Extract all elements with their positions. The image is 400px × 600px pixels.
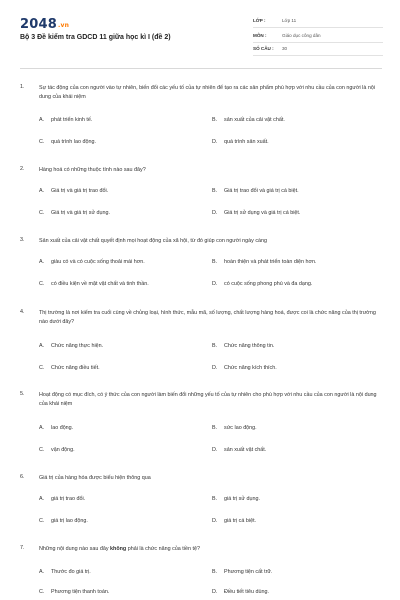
question-number: 7. [20, 545, 25, 551]
option-letter: A. [39, 343, 45, 349]
question-5 [20, 391, 382, 461]
option-text: Thước đo giá trị. [51, 569, 91, 575]
option-text: quá trình lao động. [51, 139, 96, 145]
option-letter: B. [212, 188, 218, 194]
option-letter: C. [39, 589, 45, 595]
question-text-part: phải là chức năng của tiền tệ? [126, 546, 200, 552]
info-value: 30 [282, 46, 288, 51]
option-letter: A. [39, 569, 45, 575]
option-text: có cuộc sống phong phú và đa dạng. [224, 281, 313, 287]
option-letter: B. [212, 343, 218, 349]
option-letter: B. [212, 496, 218, 502]
info-row-subject [253, 30, 383, 43]
option-letter: C. [39, 365, 45, 371]
option-text: Điều tiết tiêu dùng. [224, 589, 269, 595]
option-text: giá trị trao đổi. [51, 496, 86, 502]
option-text: Giá trị và giá trị trao đổi. [51, 188, 109, 194]
option-letter: D. [212, 281, 218, 287]
option-letter: A. [39, 259, 45, 265]
option-text: có điều kiện về mặt vật chất và tinh thần. [51, 281, 149, 287]
question-text: Hàng hoá có những thuộc tính nào sau đây? [39, 167, 146, 173]
question-7 [20, 545, 382, 600]
question-number: 3. [20, 237, 25, 243]
info-label: SỐ CÂU : [253, 46, 274, 51]
option-letter: D. [212, 589, 218, 595]
option-letter: B. [212, 259, 218, 265]
option-letter: C. [39, 518, 45, 524]
option-letter: A. [39, 425, 45, 431]
question-text: Sự tác động của con người vào tự nhiên, biến đổi các yếu tố của tự nhiên để tạo ra các sản phẩm phù hợp với nhu cầu của con người là nội dung của khái niệm [39, 85, 376, 100]
option-letter: B. [212, 425, 218, 431]
page-header [0, 0, 400, 62]
option-letter: D. [212, 365, 218, 371]
question-number: 5. [20, 391, 25, 397]
option-letter: C. [39, 447, 45, 453]
info-value: Lớp 11 [282, 18, 297, 23]
info-label: LỚP : [253, 18, 266, 23]
question-number: 6. [20, 474, 25, 480]
question-number: 1. [20, 84, 25, 90]
option-letter: D. [212, 210, 218, 216]
option-letter: C. [39, 139, 45, 145]
question-number: 2. [20, 166, 25, 172]
option-text: Chức năng điều tiết. [51, 365, 100, 371]
option-letter: A. [39, 188, 45, 194]
option-text: hoàn thiện và phát triển toàn diện hơn. [224, 259, 317, 265]
option-letter: A. [39, 496, 45, 502]
question-emphasis: không [110, 546, 127, 552]
option-letter: C. [39, 281, 45, 287]
info-row-class [253, 15, 383, 28]
option-text: Giá trị trao đổi và giá trị cá biệt. [224, 188, 299, 194]
option-text: lao động. [51, 425, 74, 431]
info-value: Giáo dục công dân [282, 33, 321, 38]
option-text: sản xuất của cải vật chất. [224, 117, 285, 123]
option-text: Phương tiện cất trữ. [224, 569, 273, 575]
question-number: 4. [20, 309, 25, 315]
question-2 [20, 166, 382, 226]
question-6 [20, 474, 382, 534]
option-letter: D. [212, 518, 218, 524]
option-text: giá trị lao động. [51, 518, 88, 524]
option-letter: D. [212, 447, 218, 453]
option-letter: B. [212, 117, 218, 123]
question-text: Sản xuất của cải vật chất quyết định mọi hoạt động của xã hội, từ đó giúp con người ngày càng [39, 238, 268, 244]
option-text: giàu có và có cuộc sống thoải mái hơn. [51, 259, 145, 265]
logo-text: 2048 [20, 17, 57, 32]
option-letter: B. [212, 569, 218, 575]
option-text: Chức năng thực hiện. [51, 343, 104, 349]
option-text: giá trị sử dụng. [224, 496, 260, 502]
document-title: Bộ 3 Đề kiểm tra GDCD 11 giữa học kì I (đề 2) [20, 34, 171, 41]
logo-suffix: .vn [57, 22, 70, 29]
question-4 [20, 309, 382, 379]
option-text: sản xuất vật chất. [224, 447, 267, 453]
option-text: giá trị cá biệt. [224, 518, 257, 524]
question-text [39, 545, 379, 554]
option-letter: D. [212, 139, 218, 145]
option-text: sức lao động. [224, 425, 257, 431]
question-text: Thị trường là nơi kiểm tra cuối cùng về chủng loại, hình thức, mẫu mã, số lượng, chất lượng hàng hoá, được coi là chức năng của thị trường nào dưới đây? [39, 310, 376, 325]
site-logo[interactable] [20, 17, 69, 32]
option-text: Chức năng kích thích. [224, 365, 277, 371]
question-text: Hoạt động có mục đích, có ý thức của con người làm biến đổi những yếu tố của tự nhiên cho phù hợp với nhu cầu của con người là nội dung của khái niệm [39, 392, 377, 407]
header-divider [20, 68, 382, 69]
option-text: Giá trị và giá trị sử dụng. [51, 210, 111, 216]
option-text: vận động. [51, 447, 75, 453]
question-text: Giá trị của hàng hóa được biểu hiện thông qua [39, 475, 151, 481]
option-letter: C. [39, 210, 45, 216]
option-text: phát triển kinh tế. [51, 117, 93, 123]
info-label: MÔN : [253, 33, 267, 38]
question-text-part: Những nội dung nào sau đây [39, 546, 111, 552]
option-letter: A. [39, 117, 45, 123]
option-text: quá trình sản xuất. [224, 139, 269, 145]
option-text: Phương tiện thanh toán. [51, 589, 110, 595]
question-1 [20, 84, 382, 154]
question-3 [20, 237, 382, 297]
option-text: Giá trị sử dụng và giá trị cá biệt. [224, 210, 301, 216]
info-row-count [253, 43, 383, 56]
option-text: Chức năng thông tin. [224, 343, 275, 349]
